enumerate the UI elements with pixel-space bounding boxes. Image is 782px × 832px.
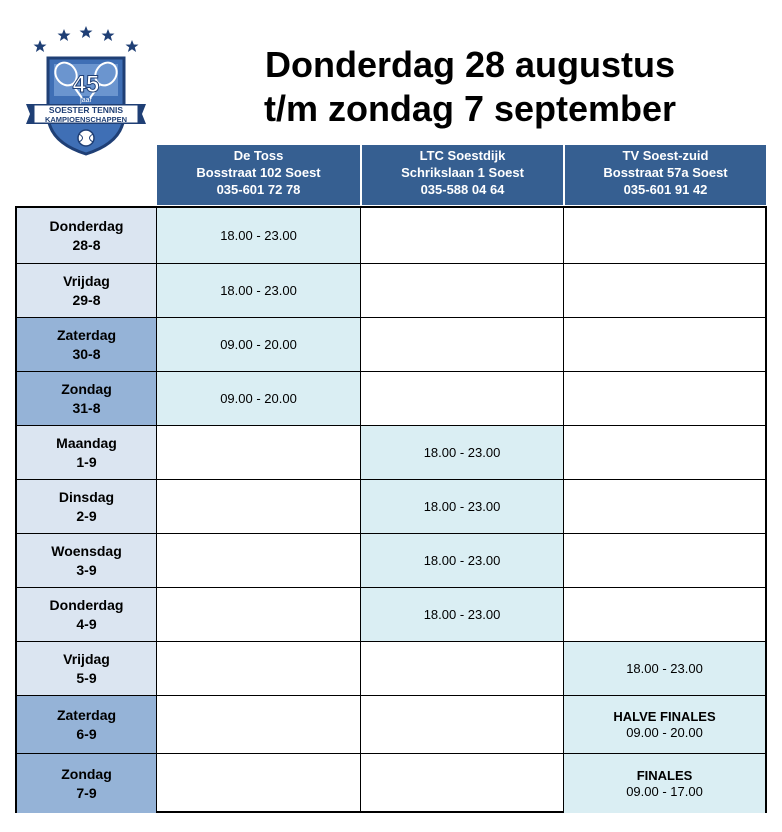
day-cell [17,642,157,696]
tennis-ball-icon [78,130,94,146]
schedule-cell [157,642,361,696]
schedule-cell [564,696,765,754]
schedule-cell [564,318,765,372]
schedule-cell [157,754,361,813]
day-cell [17,534,157,588]
day-date: 5-9 [76,669,97,686]
venue-address: Bosstraat 57a Soest [603,165,728,180]
logo-number: 45 [72,71,100,98]
schedule-cell [157,208,361,264]
day-date: 3-9 [76,561,97,578]
logo-line1: SOESTER TENNIS [48,105,124,115]
venue-name: LTC Soestdijk [419,148,506,163]
slot-label: FINALES [636,767,693,783]
day-name: Zondag [61,765,112,782]
schedule-cell [361,208,564,264]
day-date: 6-9 [76,725,97,742]
schedule-cell [361,754,564,813]
star-icon [102,29,115,41]
venue-address: Bosstraat 102 Soest [196,165,321,180]
slot-time: 18.00 - 23.00 [220,282,297,298]
slot-time: 18.00 - 23.00 [423,552,501,568]
schedule-cell [564,642,765,696]
day-date: 4-9 [76,615,97,632]
slot-time: 09.00 - 20.00 [626,724,703,740]
venue-phone: 035-601 72 78 [216,182,301,197]
schedule-cell [157,372,361,426]
day-cell [17,696,157,754]
schedule-cell [361,588,564,642]
star-icon [80,26,93,38]
slot-time: 18.00 - 23.00 [423,606,501,622]
venue-name: TV Soest-zuid [622,148,709,163]
day-name: Donderdag [49,596,124,613]
day-name: Zaterdag [56,326,117,343]
day-name: Donderdag [49,217,124,234]
day-cell [17,426,157,480]
star-icon [58,29,71,41]
day-name: Dinsdag [58,488,115,505]
day-cell [17,480,157,534]
schedule-cell [361,372,564,426]
schedule-cell [157,534,361,588]
schedule-cell [564,264,765,318]
schedule-cell [564,426,765,480]
day-date: 2-9 [76,507,97,524]
schedule-cell [564,480,765,534]
schedule-cell [361,696,564,754]
schedule-cell [361,642,564,696]
venue-phone: 035-601 91 42 [623,182,708,197]
schedule-cell [564,208,765,264]
schedule-cell [157,426,361,480]
schedule-cell [361,264,564,318]
slot-time: 18.00 - 23.00 [626,660,703,676]
schedule-table [15,206,767,813]
star-icon [34,40,47,52]
day-cell [17,588,157,642]
day-cell [17,318,157,372]
schedule-cell [361,426,564,480]
tournament-logo [20,22,152,158]
day-date: 29-8 [72,291,101,308]
schedule-cell [361,534,564,588]
day-date: 7-9 [76,784,97,801]
slot-time: 09.00 - 20.00 [220,336,297,352]
slot-time: 18.00 - 23.00 [423,444,501,460]
schedule-cell [361,480,564,534]
schedule-cell [157,696,361,754]
slot-time: 18.00 - 23.00 [423,498,501,514]
day-date: 28-8 [72,236,101,253]
day-date: 1-9 [76,453,97,470]
logo-line2: KAMPIOENSCHAPPEN [44,115,128,124]
day-name: Vrijdag [63,272,110,289]
schedule-cell [564,588,765,642]
schedule-cell [157,264,361,318]
schedule-cell [361,318,564,372]
day-date: 30-8 [72,345,101,362]
venue-name: De Toss [233,148,284,163]
day-cell [17,264,157,318]
day-name: Woensdag [51,542,122,559]
day-cell [17,208,157,264]
logo-sub: jaar [80,97,92,104]
schedule-cell [564,372,765,426]
venue-header-3 [565,145,766,205]
day-name: Maandag [56,434,117,451]
venue-address: Schrikslaan 1 Soest [401,165,524,180]
schedule-cell [157,588,361,642]
slot-label: HALVE FINALES [613,708,716,724]
schedule-cell [564,754,765,813]
day-name: Zondag [61,380,112,397]
venue-header-2 [362,145,563,205]
day-cell [17,754,157,813]
venue-phone: 035-588 04 64 [420,182,505,197]
schedule-cell [157,318,361,372]
slot-time: 09.00 - 20.00 [220,390,297,406]
day-name: Zaterdag [56,706,117,723]
venue-header-1 [157,145,360,205]
star-icon [126,40,139,52]
schedule-cell [157,480,361,534]
page-title-line2: t/m zondag 7 september [263,88,677,129]
day-name: Vrijdag [63,650,110,667]
slot-time: 18.00 - 23.00 [220,227,297,243]
slot-time: 09.00 - 17.00 [626,783,703,799]
day-date: 31-8 [72,399,101,416]
day-cell [17,372,157,426]
schedule-cell [564,534,765,588]
page-title-line1: Donderdag 28 augustus [264,44,676,85]
